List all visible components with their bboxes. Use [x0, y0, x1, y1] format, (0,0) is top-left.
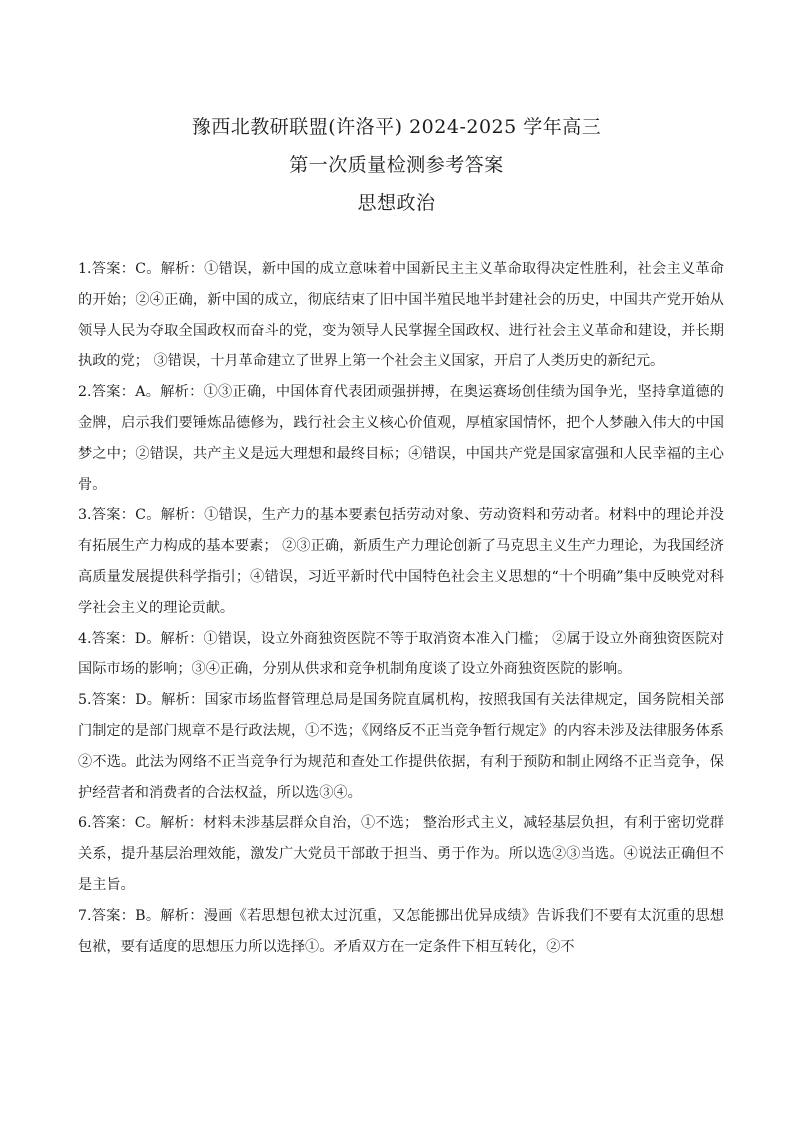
answer-item-7: 7.答案：B。解析：漫画《若思想包袱太过沉重，又怎能挪出优异成绩》告诉我们不要有太沉重的思想包袱，要有适度的思想压力所以选择①。矛盾双方在一定条件下相互转化，②不: [78, 907, 724, 955]
answer-item-3: 3.答案：C。解析：①错误，生产力的基本要素包括劳动对象、劳动资料和劳动者。材料中的理论并没有拓展生产力构成的基本要素； ②③正确，新质生产力理论创新了马克思主义生产力理论，为我国经济高质量发展提供科学指引；④错误，习近平新时代中国特色社会主义思想的“十个明确”集中反映党对科学社会主义的理论贡献。: [78, 507, 724, 616]
subject-heading: 思想政治: [357, 192, 436, 214]
answer-item-4: 4.答案：D。解析：①错误，设立外商独资医院不等于取消资本准入门槛； ②属于设立外商独资医院对国际市场的影响；③④正确，分别从供求和竞争机制角度谈了设立外商独资医院的影响。: [78, 630, 724, 678]
answer-item-5: 5.答案：D。解析：国家市场监督管理总局是国务院直属机构，按照我国有关法律规定，国务院相关部门制定的是部门规章不是行政法规，①不选；《网络反不正当竞争暂行规定》的内容未涉及法律服务体系②不选。此法为网络不正当竞争行为规范和查处工作提供依据，有利于预防和制止网络不正当竞争，保护经营者和消费者的合法权益，所以选③④。: [78, 692, 724, 801]
answer-list: [78, 254, 724, 962]
document-subtitle: 第一次质量检测参考答案: [289, 154, 504, 176]
answer-item-2: 2.答案：A。解析：①③正确，中国体育代表团顽强拼搏，在奥运赛场创佳绩为国争光，坚持拿道德的金牌，启示我们要锤炼品德修为，践行社会主义核心价值观，厚植家国情怀，把个人梦融入伟大的中国梦之中；②错误，共产主义是远大理想和最终目标；④错误，中国共产党是国家富强和人民幸福的主心骨。: [78, 384, 724, 493]
answer-item-6: 6.答案：C。解析：材料未涉基层群众自治，①不选； 整治形式主义，减轻基层负担，有利于密切党群关系，提升基层治理效能，激发广大党员干部敢于担当、勇于作为。所以选②③当选。④说法正确但不是主旨。: [78, 815, 724, 893]
answer-item-1: 1.答案：C。解析：①错误，新中国的成立意味着中国新民主主义革命取得决定性胜利，社会主义革命的开始；②④正确，新中国的成立，彻底结束了旧中国半殖民地半封建社会的历史，中国共产党开始从领导人民为夺取全国政权而奋斗的党，变为领导人民掌握全国政权、进行社会主义革命和建设，并长期执政的党； ③错误，十月革命建立了世界上第一个社会主义国家，开启了人类历史的新纪元。: [78, 261, 724, 370]
title-block: [0, 108, 793, 222]
document-title: 豫西北教研联盟(许洛平) 2024-2025 学年高三: [191, 116, 602, 138]
